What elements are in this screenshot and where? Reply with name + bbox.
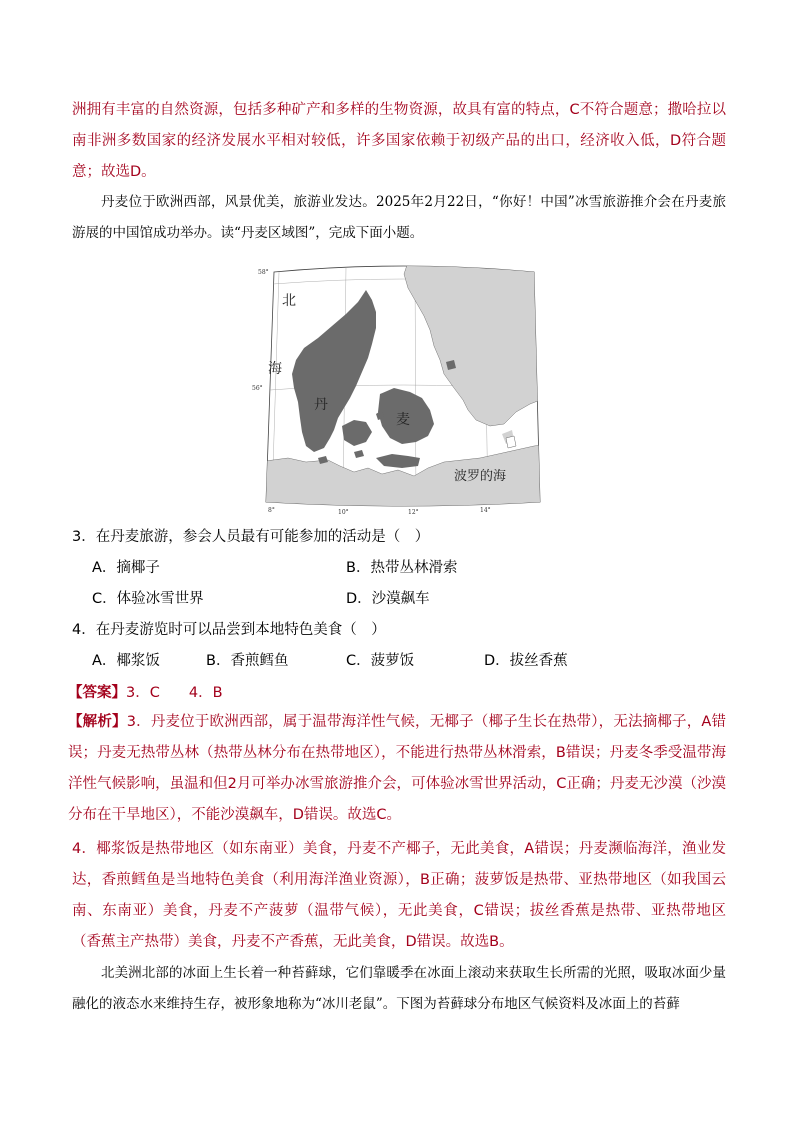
north-sea-label-1: 北 <box>282 293 296 309</box>
intro-paragraph: 丹麦位于欧洲西部，风景优美，旅游业发达。2025年2月22日，“你好！中国”冰雪旅游推介会在丹麦旅游展的中国馆成功举办。读“丹麦区域图”，完成下面小题。 <box>72 194 726 241</box>
q3-option-b: B．热带丛林滑索 <box>346 560 458 576</box>
lon-10-label: 10° <box>338 509 349 516</box>
denmark-map-svg <box>252 262 548 516</box>
answer-text: 3．C 4．B <box>126 685 223 701</box>
q4-option-d: D．拔丝香蕉 <box>484 653 568 669</box>
q3-option-c: C．体验冰雪世界 <box>92 591 204 607</box>
q4-option-c: C．菠萝饭 <box>346 653 415 669</box>
analysis-tag: 【解析】 <box>68 714 127 730</box>
answer-tag: 【答案】 <box>68 685 126 701</box>
bottom-paragraph: 北美洲北部的冰面上生长着一种苔藓球，它们靠暖季在冰面上滚动来获取生长所需的光照，吸取冰面少量融化的液态水来维持生存，被形象地称为“冰川老鼠”。下图为苔藓球分布地区气候资料及冰面上的苔藓 <box>72 965 726 1012</box>
analysis-q4: 4．椰浆饭是热带地区（如东南亚）美食，丹麦不产椰子，无此美食，A错误；丹麦濒临海洋，渔业发达，香煎鳕鱼是当地特色美食（利用海洋渔业资源），B正确；菠萝饭是热带、亚热带地区（如我国云南、东南亚）美食，丹麦不产菠萝（温带气候），无此美食，C错误；拔丝香蕉是热带、亚热带地区（香蕉主产热带）美食，丹麦不产香蕉，无此美食，D错误。故选B。 <box>72 841 726 950</box>
denmark-map <box>252 262 548 516</box>
q3-option-a: A．摘椰子 <box>92 560 160 576</box>
denmark-label-2: 麦 <box>396 412 410 428</box>
lon-12-label: 12° <box>408 509 419 516</box>
lat-56-label: 56° <box>252 385 263 392</box>
analysis-q3 <box>68 707 726 831</box>
baltic-sea-label: 波罗的海 <box>454 469 507 484</box>
lon-14-label: 14° <box>480 507 491 514</box>
north-sea-label-2: 海 <box>268 361 282 377</box>
top-paragraph: 洲拥有丰富的自然资源，包括多种矿产和多样的生物资源，故具有富的特点，C不符合题意；撒哈拉以南非洲多数国家的经济发展水平相对较低，许多国家依赖于初级产品的出口，经济收入低，D符合题意；故选D。 <box>72 102 726 180</box>
q3-stem: 3．在丹麦旅游，参会人员最有可能参加的活动是（ ） <box>72 529 430 545</box>
answer-line <box>68 682 223 704</box>
q4-stem: 4．在丹麦游览时可以品尝到本地特色美食（ ） <box>72 622 386 638</box>
lon-8-label: 8° <box>268 507 275 514</box>
denmark-label-1: 丹 <box>314 397 328 413</box>
lat-58-label: 58° <box>258 269 269 276</box>
analysis-q3-text: 3．丹麦位于欧洲西部，属于温带海洋性气候，无椰子（椰子生长在热带），无法摘椰子，A错误；丹麦无热带丛林（热带丛林分布在热带地区），不能进行热带丛林滑索，B错误；丹麦冬季受温带海洋性气候影响，虽温和但2月可举办冰雪旅游推介会，可体验冰雪世界活动，C正确；丹麦无沙漠（沙漠分布在干旱地区），不能沙漠飙车，D错误。故选C。 <box>68 714 726 823</box>
bornholm <box>506 436 516 448</box>
q4-option-b: B．香煎鳕鱼 <box>206 653 289 669</box>
q4-option-a: A．椰浆饭 <box>92 653 160 669</box>
q3-option-d: D．沙漠飙车 <box>346 591 430 607</box>
